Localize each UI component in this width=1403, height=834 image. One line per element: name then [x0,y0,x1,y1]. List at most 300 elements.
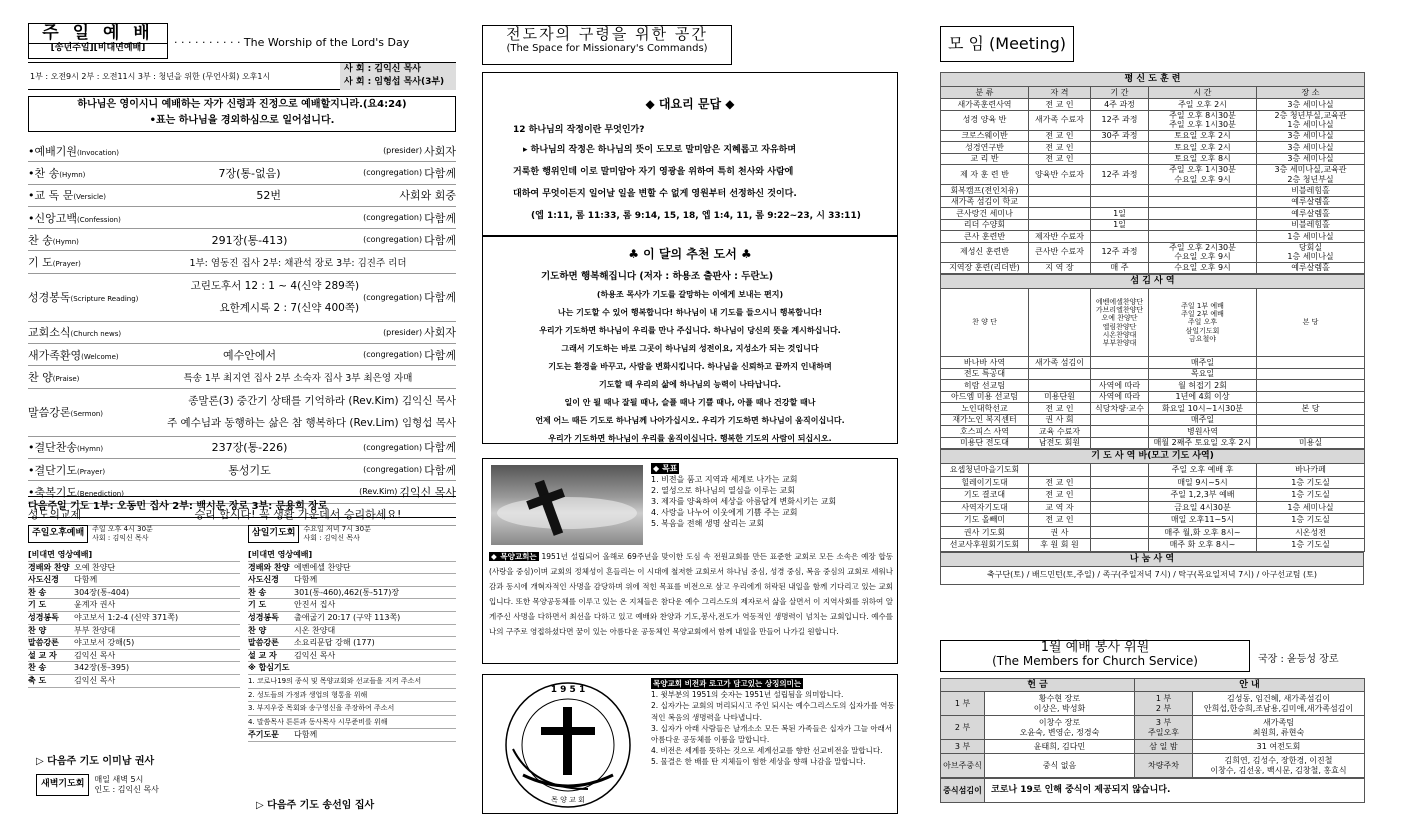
table-row [941,391,1365,403]
vision-title: ◆ 목표 [653,464,678,473]
table-cell [1257,391,1365,403]
table-cell: 전도 특공대 [941,368,1029,380]
table-cell [1257,368,1365,380]
table-cell: 기도 결코대 [941,489,1029,502]
table-cell: 시온성전 [1257,526,1365,539]
table-cell: 헌 금 [941,679,1135,692]
service-item-value: 김익신 목사 [74,650,116,660]
order-label-en: (Prayer) [77,467,106,476]
logo-item: 5. 물결은 한 배를 탄 지체들이 험한 세상을 향해 나감을 말합니다. [651,757,866,767]
service-item [248,702,456,716]
table-cell: 전 교 인 [1029,130,1091,142]
order-label-ko: •신앙고백 [28,211,77,225]
members-row [941,740,1365,754]
service-item-label: 찬 송 [28,663,47,673]
table-cell: 비블레힘홀 [1257,219,1365,231]
order-content: 승리 합시다! 꼭 생활 가운데서 승리하세요! [194,508,402,522]
order-label-ko: •예배기원 [28,144,77,158]
table-cell: 미용단 전도대 [941,437,1029,449]
cross-photo [491,465,643,545]
service-item [28,549,240,562]
table-cell: 전 교 인 [1029,142,1091,154]
order-row [28,322,456,344]
table-cell: 김성동, 임건혜, 새가족섬김이 안희섭,한승희,조남용,김미애,새가족섬김이 [1193,692,1365,716]
table-cell: 매주일 [1149,357,1257,369]
table-cell: 전 교 인 [1029,489,1091,502]
book-line: 언제 어느 때든 기도로 하나님께 나아가십시오. 우리가 기도하면 하나님이 움직이십니다. [535,416,845,425]
order-content: 7장(통-없음) [218,166,281,180]
worship-times: 1부 : 오전9시 2부 : 오전11시 3부 : 청년을 위한 (무언사회) 오후1시 [30,72,271,81]
order-row [28,140,456,162]
table-cell: 장 소 [1257,87,1365,99]
table-row [941,489,1365,502]
order-label [28,210,140,226]
table-cell: 리더 수양회 [941,219,1029,231]
order-role: (presider) [383,146,423,156]
table-cell: 1년에 4회 이상 [1149,391,1257,403]
logo-item: 1. 윗부분의 1951의 숫자는 1951년 설립됨을 의미합니다. [651,690,844,700]
table-cell [1149,219,1257,231]
table-cell: 수요일 오후 9시 [1149,262,1257,274]
meeting-tables [940,72,1364,585]
logo-name: 목 양 교 회 [551,796,585,804]
order-label-en: (Prayer) [52,260,81,269]
table-cell: 큰사랑건 세미나 [941,208,1029,220]
table-row [941,242,1365,262]
order-person: 사회자 [424,326,456,340]
table-cell: 새가족팀 최원희, 류현숙 [1193,716,1365,740]
order-role: (congregation) [363,168,423,178]
service-item [248,549,456,562]
service-item [248,662,456,675]
table-cell: 기도 올빼미 [941,514,1029,527]
service-item-label: 말씀강론 [248,638,279,648]
order-content-line: 요한계시록 2 : 7(신약 400쪽) [219,302,360,315]
order-label-ko: •찬 송 [28,166,60,180]
table-cell: 제 자 훈 련 반 [941,165,1029,185]
book-name: 기도하면 행복해집니다 (저자 : 하용조 출판사 : 두란노) [541,271,774,282]
table-cell: 목요일 [1149,368,1257,380]
table-cell: 분 류 [941,87,1029,99]
table-cell [1149,231,1257,243]
church-logo [493,679,643,811]
book-line: 그래서 기도하는 바로 그곳이 하나님의 성전이요, 지성소가 되는 것입니다 [561,344,819,353]
table-cell [1091,368,1149,380]
table-cell: 사역에 따라 [1091,391,1149,403]
table-cell: 3층 세미나실,교육관 2층 청년부실 [1257,165,1365,185]
table-cell: 자 격 [1029,87,1091,99]
sharing-text: 축구단(토) / 배드민턴(토,주일) / 족구(주일저녁 7시) / 탁구(목요일저녁 7시) / 아구선교팀 (토) [941,566,1364,584]
table-row [941,289,1365,357]
table-cell: 3층 세미나실 [1257,153,1365,165]
order-label-ko: 성도의교제 [28,508,82,522]
table-cell: 양육반 수료자 [1029,165,1091,185]
service-item [248,650,456,663]
table-cell [1091,414,1149,426]
table-row [941,464,1365,477]
dawn-prayer-info: 매일 새벽 5시 인도 : 김익신 목사 [94,774,159,794]
table-cell: 회복캠프(전인치유) [941,185,1029,197]
book-line: 우리가 기도하면 하나님이 우리를 만나 주십니다. 하나님이 당신의 뜻을 계시하십니다. [539,326,841,335]
table-cell: 30주 과정 [1091,130,1149,142]
wednesday-info: 수요일 저녁 7시 30분 사회 : 김익신 목사 [303,525,371,542]
order-row [28,251,456,273]
service-item [248,574,456,587]
table-cell: 전 교 인 [1029,476,1091,489]
order-label [28,324,140,340]
table-cell: 토요일 오후 8시 [1149,153,1257,165]
lunch-text: 코로나 19로 인해 중식이 제공되지 않습니다. [985,779,1365,803]
table-cell: 새가족 수료자 [1029,110,1091,130]
service-item [28,637,240,650]
order-label [28,462,140,478]
table-cell: 미용단원 [1029,391,1091,403]
table-cell: 이창수 장로 오윤숙, 변영순, 정경숙 [985,716,1135,740]
table-cell: 12주 과정 [1091,165,1149,185]
order-role: (Rev.Kim) [359,487,398,497]
history-paragraph [489,549,893,639]
table-cell: 히람 선교팀 [941,380,1029,392]
table-cell [1029,219,1091,231]
order-label-ko: •축복기도 [28,485,77,499]
table-row [941,426,1365,438]
catechism-question: 12 하나님의 작정이란 무엇인가? [513,125,645,135]
table-cell: 비블레힘홀 [1257,185,1365,197]
wednesday-list [248,549,456,742]
table-cell [1091,357,1149,369]
table-cell: 3 부 주일오후 [1135,716,1193,740]
order-content: 291장(통-413) [211,233,288,247]
service-item-label: ※ 합심기도 [248,663,290,673]
table-cell: 4주 과정 [1091,99,1149,111]
catechism-box [482,72,898,236]
table-row [941,130,1365,142]
logo-item: 3. 십자가 아래 사람들은 날개소소 모든 복된 가족들은 십자가 그늘 아래서 아름다운 공동체를 이룸을 말합니다. [651,723,893,745]
logo-item: 4. 비전은 세계를 뜻하는 것으로 세계선교를 향한 선교비전을 말합니다. [651,746,883,756]
service-item-label: 축 도 [28,675,47,685]
table-cell: 성경 양육 반 [941,110,1029,130]
order-content: 1부: 염동진 집사 2부: 채관석 장로 3부: 김진주 리더 [189,258,407,270]
order-label [28,254,140,270]
service-item-label: 기 도 [248,600,267,610]
service-item [28,562,240,575]
table-cell: 사역에 따라 [1091,380,1149,392]
table-row [941,357,1365,369]
church-logo-icon [493,679,643,811]
table-cell: 전 교 인 [1029,153,1091,165]
order-content: 특송 1부 최지연 집사 2부 소숙자 집사 3부 최은영 자매 [183,373,413,385]
table-cell: 평 신 도 훈 련 [941,73,1365,87]
service-item-value: 부부 찬양대 [74,625,116,635]
table-cell: 매월 2째주 토요일 오후 2시 [1149,437,1257,449]
order-content-line: 주 예수님과 동행하는 삶은 참 행복하다 (Rev.Lim) 임형섭 목사 [167,417,456,430]
order-label [28,143,140,159]
service-item-value: 다함께 [294,575,318,585]
book-line: (하용조 목사가 기도를 갈망하는 이에게 보내는 편지) [596,290,784,299]
service-item [248,599,456,612]
service-item [248,625,456,638]
book-description [483,286,897,448]
service-item-label: 말씀강론 [28,638,59,648]
table-cell [1091,231,1149,243]
service-table [940,274,1365,449]
order-label-ko: •교 독 문 [28,189,74,203]
order-label-ko: 말씀강론 [28,406,71,420]
sharing-title: 나 눔 사 역 [941,552,1364,566]
table-row [941,208,1365,220]
table-cell: 1층 기도실 [1257,514,1365,527]
order-content-line: 고린도후서 12 : 1 ~ 4(신약 289쪽) [190,280,360,293]
table-cell: 1층 기도실 [1257,476,1365,489]
table-row [941,414,1365,426]
order-label-ko: 성경봉독 [28,291,71,305]
table-cell: 예루살렘홀 [1257,196,1365,208]
table-cell: 매주 화 오후 8시~ [1149,539,1257,552]
table-cell: 매주 월,화 오후 8시~ [1149,526,1257,539]
table-cell: 당회실 1층 세미나실 [1257,242,1365,262]
table-cell: 권사 기도회 [941,526,1029,539]
table-cell: 본 당 [1257,289,1365,357]
table-cell: 시 간 [1149,87,1257,99]
book-line: 우리가 기도하면 하나님이 우리를 움직이십니다. 행복한 기도의 사람이 되십시오. [548,434,832,443]
meeting-title: 모 임 (Meeting) [940,26,1074,62]
service-item [248,675,456,689]
worship-order-column [28,0,456,834]
training-table [940,72,1365,274]
logo-meaning-title: 목양교회 비전과 로고가 담고있는 상징의미는 [653,679,802,688]
table-cell: 선교사후원회기도회 [941,539,1029,552]
members-title-box [940,640,1250,672]
book-box [482,236,898,444]
table-cell: 교 리 반 [941,153,1029,165]
table-cell: 1일 [1091,219,1149,231]
service-item-value: 시온 찬양대 [294,625,336,635]
table-cell: 크로스웨이반 [941,130,1029,142]
table-cell: 2 부 [941,716,985,740]
service-item-label: 성경봉독 [248,612,279,622]
members-row [941,692,1365,716]
order-row [28,366,456,388]
service-item-value: 오예 찬양단 [74,562,116,572]
table-cell: 월 허접기 2회 [1149,380,1257,392]
table-cell: 차량주차 [1135,754,1193,778]
table-cell: 재가노인 복지센터 [941,414,1029,426]
table-cell: 아브주중식 [941,754,985,778]
service-item [248,562,456,575]
table-cell [1091,185,1149,197]
worship-subtitle: [송년주일][비대면예배] [29,43,167,54]
table-cell: 김희연, 김성수, 장한경, 이진철 이창수, 김선웅, 백시문, 김창철, 홍효식 [1193,754,1365,778]
table-cell: 교육 수료자 [1029,426,1091,438]
book-line: 일이 안 될 때나 잘될 때나, 슬플 때나 기쁠 때나, 아플 때나 건강할 때나 [564,398,816,407]
table-cell: 성경연구반 [941,142,1029,154]
service-item-label: 사도신경 [248,575,279,585]
table-cell [1029,208,1091,220]
order-person: 다함께 [424,211,456,225]
table-cell: 안 내 [1135,679,1365,692]
order-label-ko: 새가족환영 [28,348,82,362]
table-row [941,196,1365,208]
order-label [28,439,140,455]
order-role: (congregation) [363,442,423,452]
service-item-value: 출애굽기 20:17 (구약 113쪽) [294,612,401,622]
service-item [248,637,456,650]
order-label-en: (Church news) [70,330,122,339]
service-item [248,729,456,742]
table-row [941,368,1365,380]
order-role: (congregation) [363,292,423,302]
service-item-label: 찬 송 [28,587,47,597]
service-item [28,599,240,612]
table-cell: 큰사 훈련반 [941,231,1029,243]
table-cell: 섬 김 사 역 [941,275,1365,289]
sharing-table [940,552,1364,585]
members-head-row [941,679,1365,692]
catechism-title: ◆ 대요리 문답 ◆ [645,97,735,111]
table-cell: 에벤에셀찬양단 가브리엘찬양단 오예 찬양단 엘림찬양단 시온찬양대 부부찬양대 [1091,289,1149,357]
service-item-value: 304장(통-404) [74,587,130,597]
service-item [28,675,240,688]
catechism-line: (엡 1:11, 롬 11:33, 롬 9:14, 15, 18, 엡 1:4, 11, 롬 9:22~23, 시 33:11) [531,211,861,221]
order-row [28,207,456,229]
table-cell: 바나바 사역 [941,357,1029,369]
table-cell: 1층 세미나실 [1257,231,1365,243]
table-cell [1257,380,1365,392]
service-item-value: 김익신 목사 [294,650,336,660]
table-cell: 제성신 훈련반 [941,242,1029,262]
service-item-label: 찬 양 [248,625,267,635]
order-label [28,165,140,181]
worship-order-list [28,140,456,526]
order-role: (congregation) [363,465,423,475]
table-cell: 주일 오후 2시30분 수요일 오후 9시 [1149,242,1257,262]
wednesday-title: 삼일기도회 [248,525,299,543]
logo-meaning-list [651,689,895,767]
order-label-ko: 찬 양 [28,371,53,385]
table-cell: 본 당 [1257,403,1365,415]
service-item [248,587,456,600]
prayer-table [940,449,1365,552]
table-cell: 매주일 [1149,414,1257,426]
service-item-label: 기 도 [28,600,47,610]
history-label: ◆ 목양교회는 [491,552,537,561]
service-item-value: 야고보서 강해(5) [74,638,135,648]
table-cell: 3층 세미나실 [1257,142,1365,154]
table-cell [1029,380,1091,392]
table-cell: 31 여전도회 [1193,740,1365,754]
order-person: 사회자 [424,144,456,158]
table-cell [1091,514,1149,527]
table-cell [1091,526,1149,539]
order-label-en: (Invocation) [77,148,119,157]
table-cell [1091,153,1149,165]
order-label-en: (Hymn) [59,170,86,179]
order-label [28,289,140,305]
table-cell: 새가족 섬김이 [1029,357,1091,369]
table-cell: 예루살렘홀 [1257,208,1365,220]
service-item-label: 설 교 자 [28,650,57,660]
table-row [941,165,1365,185]
members-subtitle: (The Members for Church Service) [992,654,1198,669]
table-row [941,262,1365,274]
table-cell [1257,357,1365,369]
table-cell: 매일 오후11~5시 [1149,514,1257,527]
table-row [941,380,1365,392]
order-label-en: (Welcome) [81,352,119,361]
table-cell [1091,501,1149,514]
service-item-label: 4. 말씀목사 튼튼과 동사목사 시무준비를 위해 [248,717,388,726]
service-item-value: 342장(통-395) [74,663,130,673]
service-item [248,689,456,703]
order-label-ko: 교회소식 [28,326,71,340]
table-cell [1091,539,1149,552]
service-item-value: 다함께 [294,730,318,740]
order-role: (congregation) [363,213,423,223]
service-item-label: 경배와 찬양 [248,562,290,572]
order-content-line: 종말론(3) 중간기 상태를 기억하라 (Rev.Kim) 김익신 목사 [188,395,456,408]
table-cell [1091,437,1149,449]
table-cell: 3층 세미나실 [1257,99,1365,111]
order-label-ko: 기 도 [28,256,53,270]
table-cell [1149,185,1257,197]
worship-title: 주 일 예 배 [42,23,154,43]
order-content: 통성기도 [228,463,271,477]
service-item-label: 성경봉독 [28,612,59,622]
table-cell: 12주 과정 [1091,110,1149,130]
service-item-value: 소요리문답 강해 (177) [294,638,375,648]
cross-icon [491,465,643,545]
service-item-label: [비대면 영상예배] [248,550,313,559]
table-cell: 바나카페 [1257,464,1365,477]
table-cell: 매 주 [1091,262,1149,274]
mission-title: 전도자의 구령을 위한 공간 [506,25,708,43]
vision-item: 2. 열성으로 하나님의 열심을 이루는 교회 [651,486,795,495]
service-item [28,574,240,587]
afternoon-list [28,549,240,688]
table-cell: 3층 세미나실 [1257,130,1365,142]
logo-year: 1 9 5 1 [550,685,586,695]
order-label-en: (Benediction) [77,489,124,498]
table-row [941,437,1365,449]
table-cell [1257,426,1365,438]
table-cell: 1층 세미나실 [1257,501,1365,514]
order-row [28,437,456,459]
logo-box [482,674,898,814]
order-label [28,347,140,363]
next-sunday-prayer: 다음주일 기도 1부: 오동민 집사 2부: 백시문 장로 3부: 문용희 장로 [28,496,456,518]
meeting-column [938,0,1366,834]
service-item-label: 경배와 찬양 [28,562,70,572]
catechism-line: 거룩한 행위인데 이로 말미암아 자기 영광을 위하여 특히 천사와 사람에 [513,167,794,177]
table-cell: 힐레이기도대 [941,476,1029,489]
service-item-label: 설 교 자 [248,650,277,660]
catechism-line: 대하여 무엇이든지 일어날 일을 변할 수 없게 영원부터 선정하신 것이다. [513,189,797,199]
table-cell: 후 원 회 원 [1029,539,1091,552]
vision-list [651,474,836,529]
table-cell: 금요일 4시30분 [1149,501,1257,514]
table-cell: 주일 1부 예배 주일 2부 예배 주일 오후 삼일기도회 금요철야 [1149,289,1257,357]
table-cell: 전 교 인 [1029,99,1091,111]
order-label [28,404,140,420]
officiant-1: 사 회 : 김익신 목사 [344,64,421,74]
table-row [941,501,1365,514]
table-cell: 노인대학선교 [941,403,1029,415]
table-cell: 주일 오후 1시30분 수요일 오후 9시 [1149,165,1257,185]
service-item-label: [비대면 영상예배] [28,550,93,559]
service-item [28,662,240,675]
service-item [248,716,456,730]
table-cell [1029,464,1091,477]
